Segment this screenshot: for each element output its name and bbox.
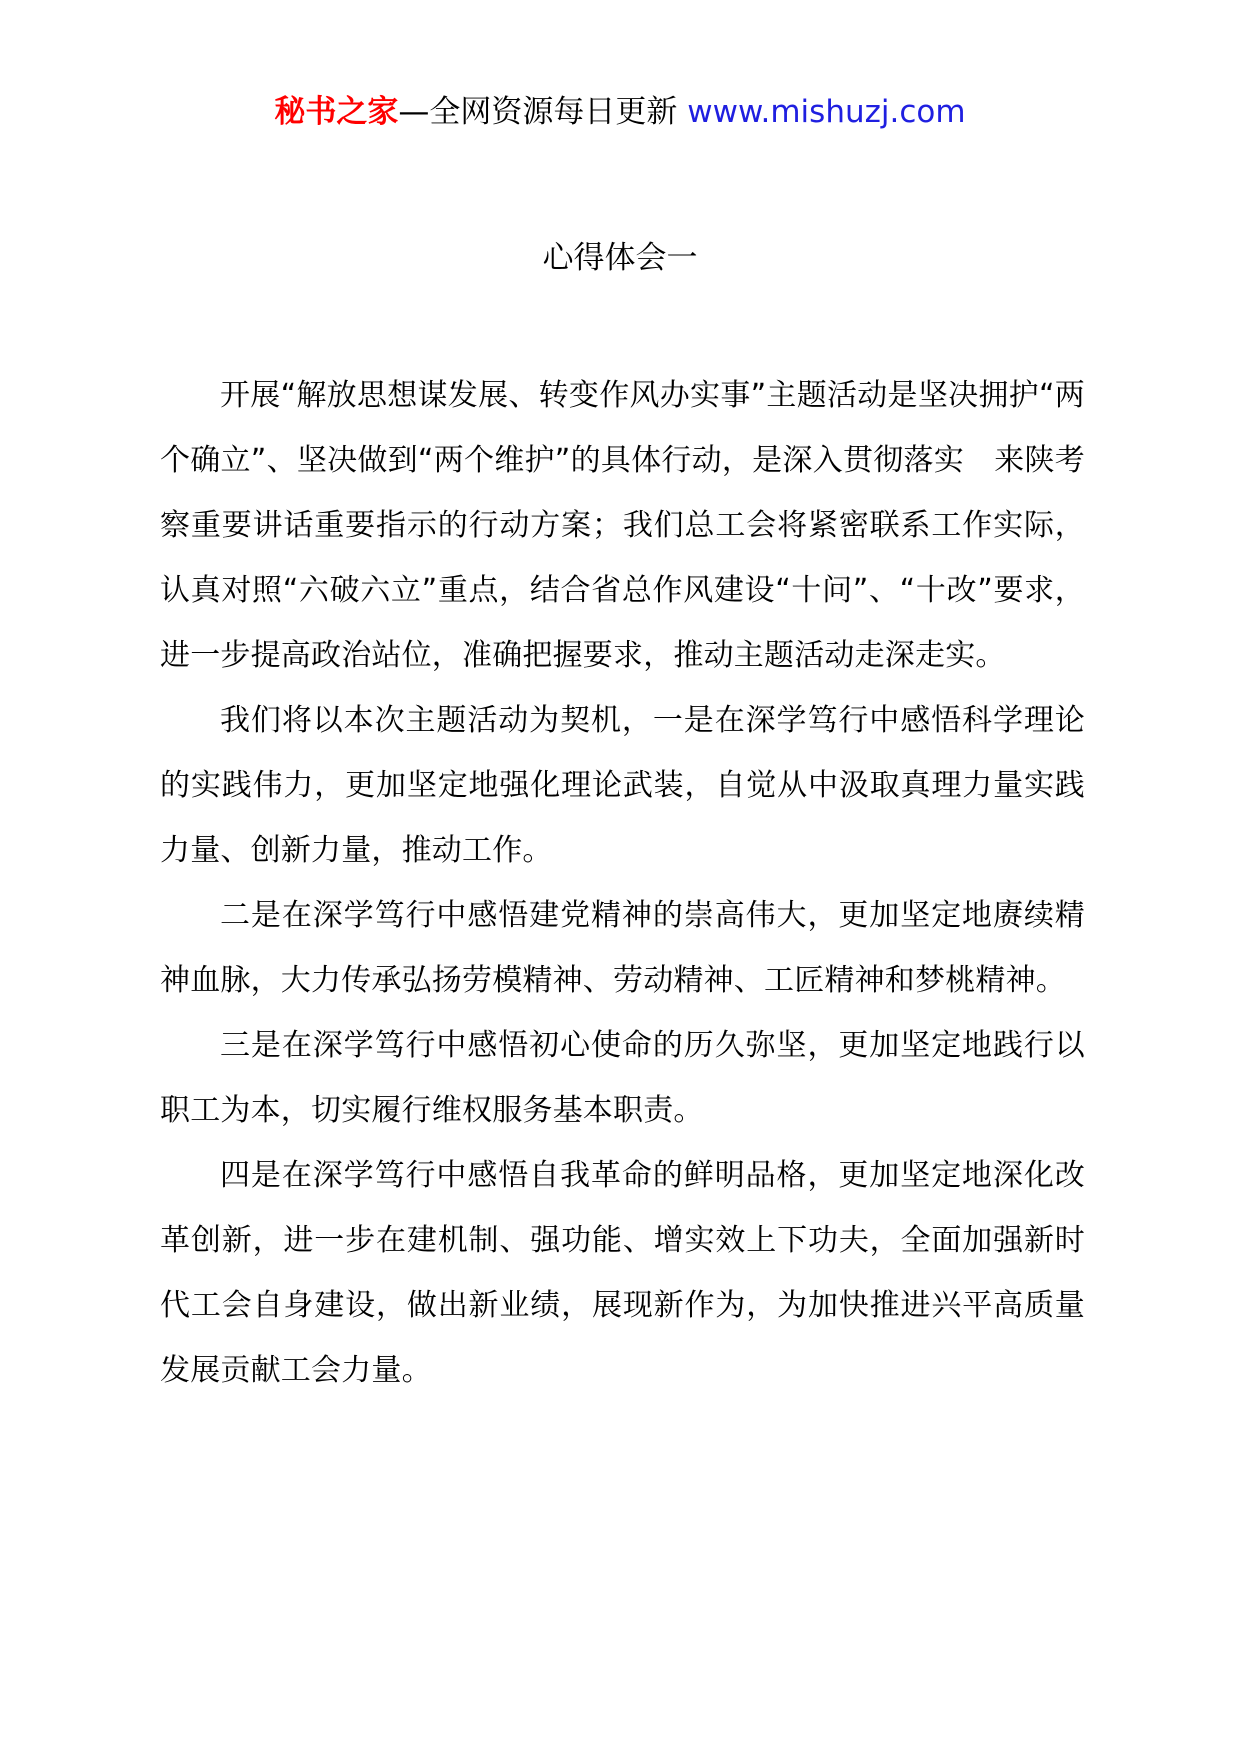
document-title: 心得体会一	[542, 240, 698, 276]
header-tagline: —全网资源每日更新	[398, 94, 688, 130]
site-header	[0, 92, 1240, 132]
document-body	[160, 363, 1085, 1403]
paragraph-2: 我们将以本次主题活动为契机，一是在深学笃行中感悟科学理论的实践伟力，更加坚定地强化理论武装，自觉从中汲取真理力量实践力量、创新力量，推动工作。	[160, 703, 1085, 868]
paragraph-4: 三是在深学笃行中感悟初心使命的历久弥坚，更加坚定地践行以职工为本，切实履行维权服务基本职责。	[160, 1028, 1085, 1128]
brand-name: 秘书之家	[274, 94, 399, 130]
paragraph-3: 二是在深学笃行中感悟建党精神的崇高伟大，更加坚定地赓续精神血脉，大力传承弘扬劳模精神、劳动精神、工匠精神和梦桃精神。	[160, 898, 1085, 998]
site-url-link[interactable]: www.mishuzj.com	[687, 94, 966, 130]
paragraph-1: 开展“解放思想谋发展、转变作风办实事”主题活动是坚决拥护“两个确立”、坚决做到“两个维护”的具体行动，是深入贯彻落实 来陕考察重要讲话重要指示的行动方案；我们总工会将紧密联系工作实际，认真对照“六破六立”重点，结合省总作风建设“十问”、“十改”要求，进一步提高政治站位，准确把握要求，推动主题活动走深走实。	[160, 378, 1085, 673]
paragraph-5: 四是在深学笃行中感悟自我革命的鲜明品格，更加坚定地深化改革创新，进一步在建机制、强功能、增实效上下功夫，全面加强新时代工会自身建设，做出新业绩，展现新作为，为加快推进兴平高质量发展贡献工会力量。	[160, 1158, 1085, 1388]
